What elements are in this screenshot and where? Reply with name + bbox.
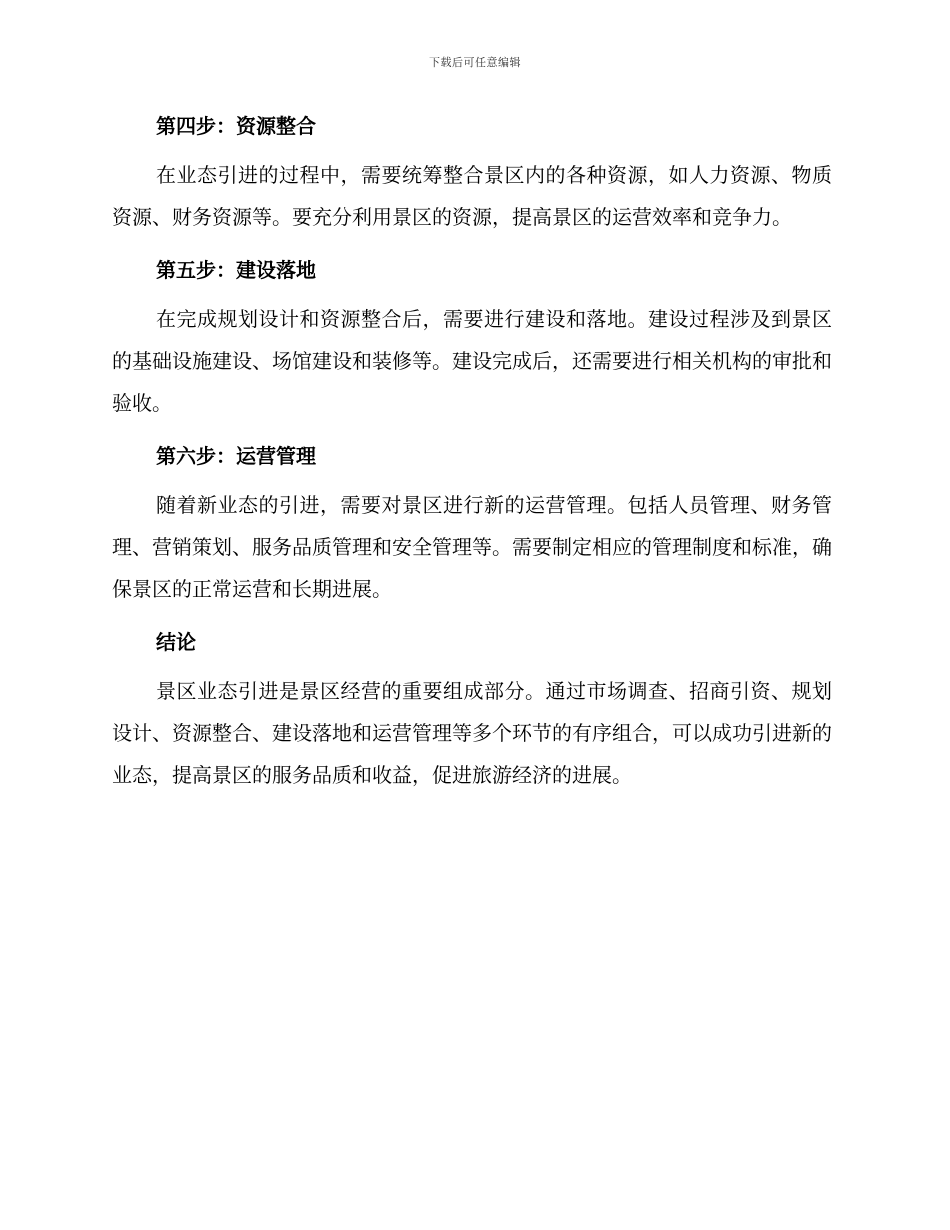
section-operation-management: [112, 438, 832, 610]
section-construction: [112, 252, 832, 424]
section-paragraph: 在完成规划设计和资源整合后，需要进行建设和落地。建设过程涉及到景区的基础设施建设、场馆建设和装修等。建设完成后，还需要进行相关机构的审批和验收。: [112, 307, 832, 415]
section-paragraph: 景区业态引进是景区经营的重要组成部分。通过市场调查、招商引资、规划设计、资源整合、建设落地和运营管理等多个环节的有序组合，可以成功引进新的业态，提高景区的服务品质和收益，促进旅游经济的进展。: [112, 679, 832, 787]
section-title: 第四步：资源整合: [156, 114, 316, 138]
section-resource-integration: [112, 108, 832, 238]
section-conclusion: [112, 624, 832, 796]
page-header: 下载后可任意编辑: [429, 56, 521, 69]
section-title: 第六步：运营管理: [156, 444, 316, 468]
section-title: 第五步：建设落地: [156, 258, 316, 282]
section-paragraph: 随着新业态的引进，需要对景区进行新的运营管理。包括人员管理、财务管理、营销策划、服务品质管理和安全管理等。需要制定相应的管理制度和标准，确保景区的正常运营和长期进展。: [112, 493, 832, 601]
section-paragraph: 在业态引进的过程中，需要统筹整合景区内的各种资源，如人力资源、物质资源、财务资源等。要充分利用景区的资源，提高景区的运营效率和竞争力。: [112, 163, 832, 229]
document-body: [112, 108, 832, 810]
section-title: 结论: [156, 630, 196, 654]
